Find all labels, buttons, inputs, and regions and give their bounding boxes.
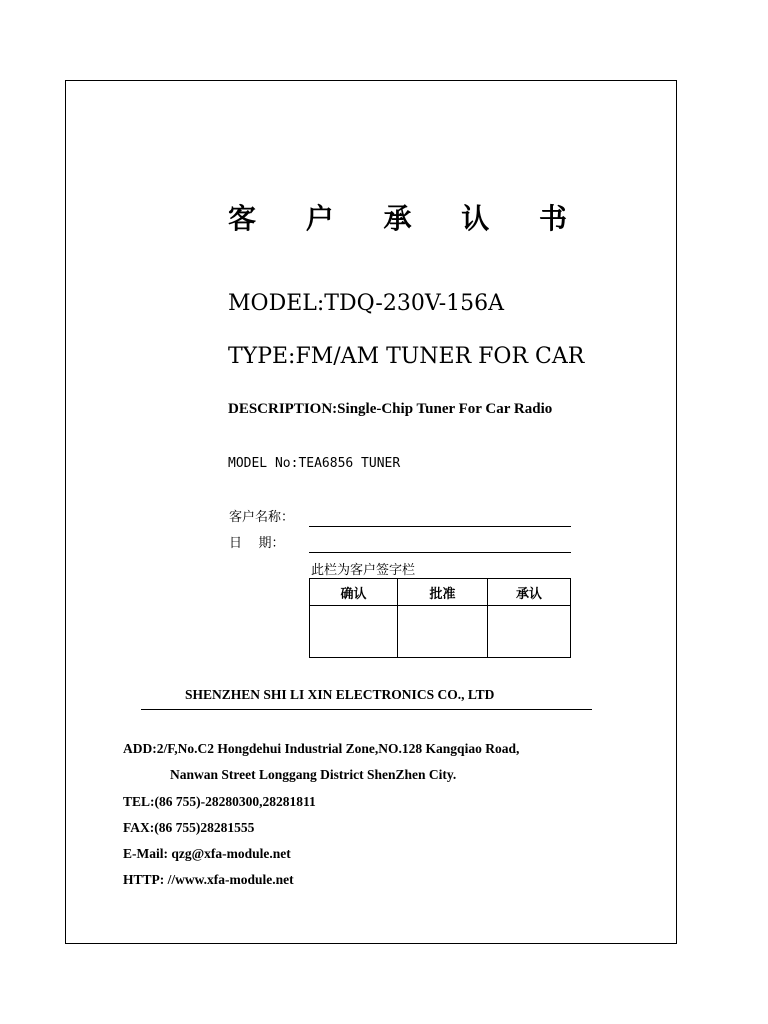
customer-name-field[interactable] (309, 526, 571, 527)
address-line-1: ADD:2/F,No.C2 Hongdehui Industrial Zone,NO.128 Kangqiao Road, (123, 741, 520, 756)
model-line: MODEL:TDQ-230V-156A (228, 291, 505, 316)
customer-name-label: 客户名称： (229, 510, 295, 525)
date-label: 日 期： (229, 536, 285, 551)
model-number-line: MODEL No:TEA6856 TUNER (228, 456, 401, 471)
signature-header-row (310, 579, 571, 606)
fax: FAX:(86 755)28281555 (123, 820, 255, 835)
signature-caption: 此栏为客户签字栏 (311, 563, 416, 578)
signature-entry-row (310, 606, 571, 658)
email: E-Mail: qzg@xfa-module.net (123, 846, 291, 861)
telephone: TEL:(86 755)-28280300,28281811 (123, 794, 316, 809)
signature-table (309, 578, 571, 658)
company-divider (141, 709, 592, 710)
signature-header-confirm: 确认 (310, 579, 398, 606)
signature-cell-approve[interactable] (398, 606, 488, 658)
signature-header-acknowledge: 承认 (488, 579, 571, 606)
signature-cell-confirm[interactable] (310, 606, 398, 658)
signature-header-approve: 批准 (398, 579, 488, 606)
type-line: TYPE:FM/AM TUNER FOR CAR (228, 344, 585, 369)
date-field[interactable] (309, 552, 571, 553)
website: HTTP: //www.xfa-module.net (123, 872, 294, 887)
description-line: DESCRIPTION:Single-Chip Tuner For Car Radio (228, 401, 553, 417)
company-name: SHENZHEN SHI LI XIN ELECTRONICS CO., LTD (185, 687, 495, 702)
address-line-2: Nanwan Street Longgang District ShenZhen City. (170, 767, 457, 782)
signature-cell-acknowledge[interactable] (488, 606, 571, 658)
document-title: 客 户 承 认 书 (228, 202, 587, 235)
